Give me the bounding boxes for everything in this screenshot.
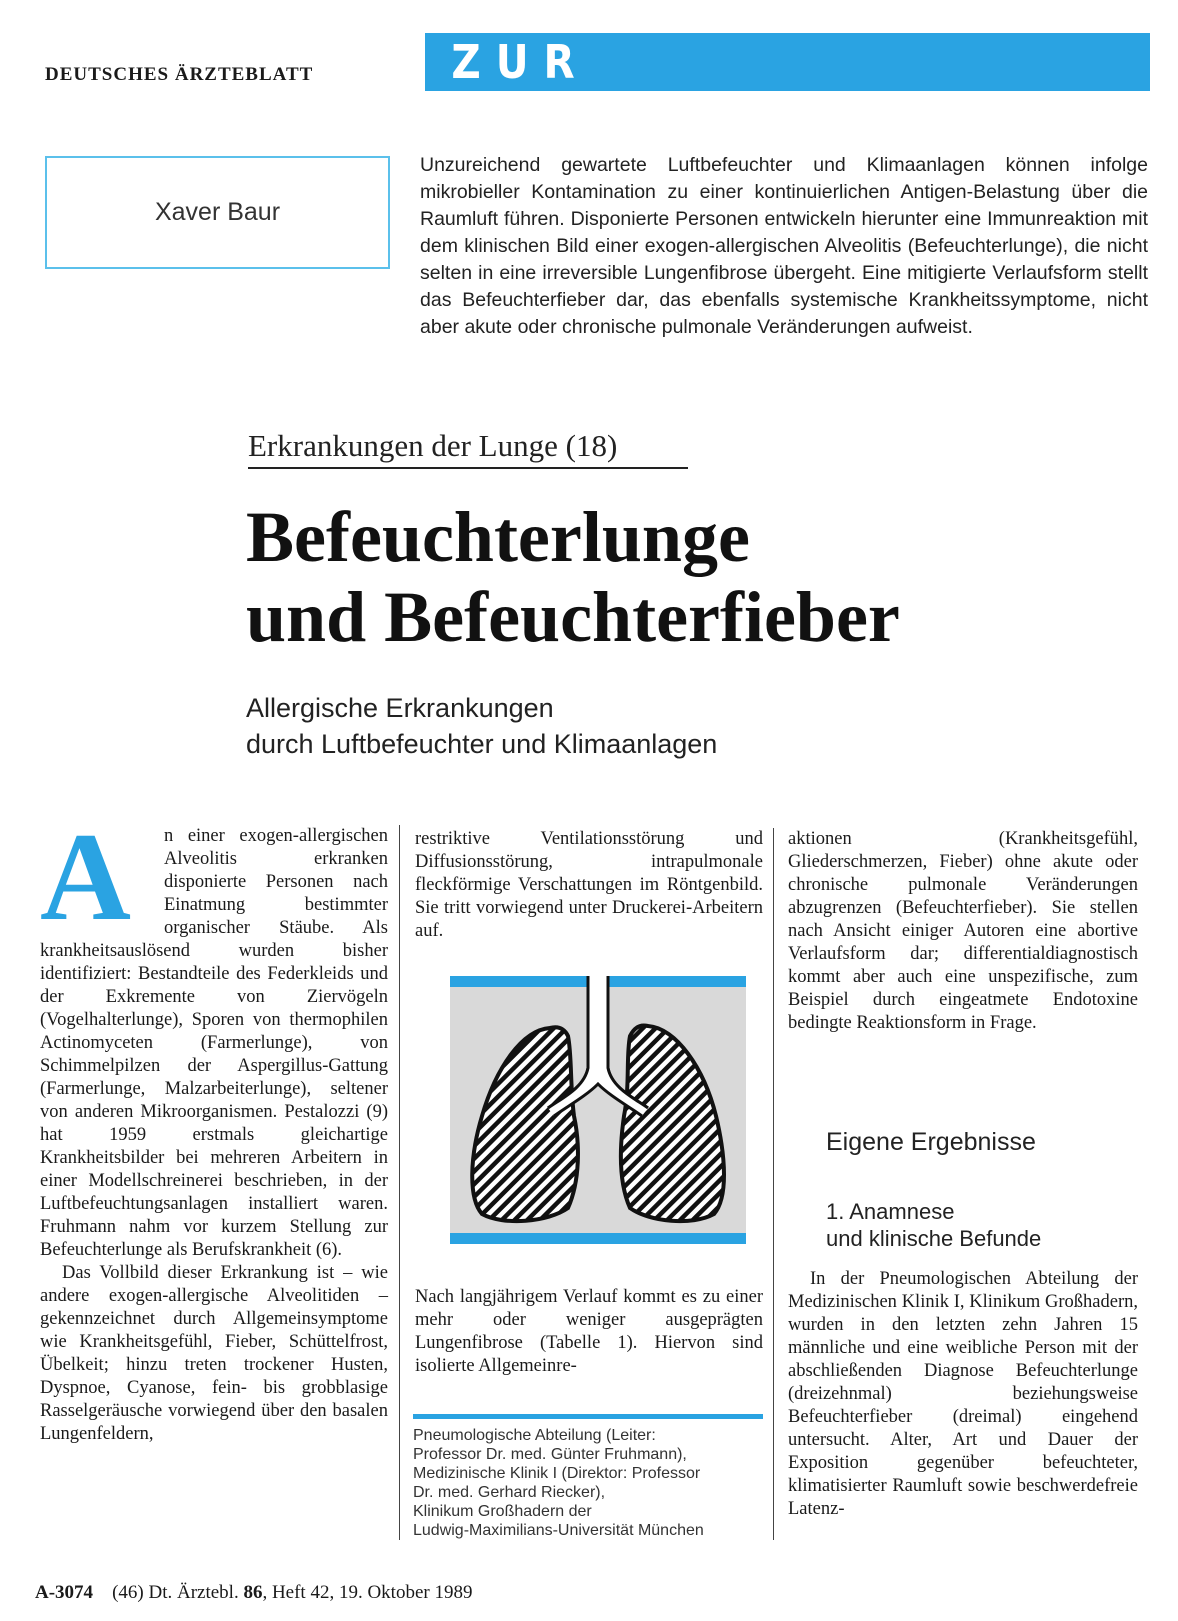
journal-name: DEUTSCHES ÄRZTEBLATT [45, 64, 314, 85]
volume-number: 86 [243, 1582, 263, 1603]
body-column-3-top [788, 828, 1138, 1035]
body-column-1 [40, 825, 388, 1446]
affiliation-note [413, 1426, 763, 1540]
affiliation-line: Professor Dr. med. Günter Fruhmann), [413, 1446, 687, 1463]
body-column-3-bottom [788, 1268, 1138, 1521]
subsection-heading-anamnese [826, 1198, 1041, 1252]
author-box [45, 156, 390, 269]
column-divider-1 [399, 825, 400, 1540]
lungs-figure-icon [450, 976, 746, 1244]
lead-paragraph: Unzureichend gewartete Luftbefeuchter und Klimaanlagen können infolge mikrobieller Kontamination zu einer kontinuierlichen Antigen-Belastung über die Raumluft führen. Disponierte Personen entwickeln hierunter eine Immunreaktion mit dem klinischen Bild einer exogen-allergischen Alveolitis (Befeuchterlunge), die nicht selten in eine irreversible Lungenfibrose übergeht. Eine mitigierte Verlaufsform stellt das Befeuchterfieber dar, das ebenfalls systemische Krankheitssymptome, nicht aber akute oder chronische pulmonale Veränderungen aufweist. [420, 154, 1148, 338]
citation-prefix: (46) Dt. Ärztebl. [112, 1582, 239, 1603]
affiliation-divider [413, 1414, 763, 1419]
title-line-1: Befeuchterlunge [246, 497, 750, 577]
body-column-2-bottom [415, 1286, 763, 1378]
article-subtitle [246, 690, 717, 762]
section-heading-results: Eigene Ergebnisse [826, 1128, 1036, 1156]
subsection-heading-line-2: und klinische Befunde [826, 1226, 1042, 1251]
series-kicker: Erkrankungen der Lunge (18) [248, 428, 618, 463]
title-line-2: und Befeuchterfieber [246, 577, 900, 657]
body-paragraph-5: aktionen (Krankheitsgefühl, Gliederschmerzen, Fieber) ohne akute oder chronische pulmonale Veränderungen abzugrenzen (Befeuchterfieber). Sie stellen nach Ansicht einiger Autoren eine abortive Verlaufsform dar; differentialdiagnostisch kommt aber auch eine unspezifische, zum Beispiel durch eingeatmete Endotoxine bedingte Reaktionsform in Frage. [788, 829, 1138, 1033]
column-divider-2 [773, 828, 774, 1540]
subsection-heading-line-1: 1. Anamnese [826, 1199, 955, 1224]
body-paragraph-1: n einer exogen-allergischen Alveolitis erkranken disponierte Personen nach Einatmung bestimmter organischer Stäube. Als krankheitsauslösend wurden bisher identifiziert: Bestandteile des Federkleids und der Exkremente von Ziervögeln (Vogelhalterlunge), Sporen von thermophilen Actinomyceten (Farmerlunge), von Schimmelpilzen der Aspergillus-Gattung (Farmerlunge, Malzarbeiterlunge), seltener von anderen Mikroorganismen. Pestalozzi (9) hat 1959 erstmals gleichartige Krankheitsbilder bei mehreren Arbeitern in einer Modellschreinerei beschrieben, in der Luftbefeuchtungsanlagen installiert waren. Fruhmann nahm vor kurzem Stellung zur Befeuchterlunge als Berufskrankheit (6). [40, 826, 388, 1260]
body-paragraph-2: Das Vollbild dieser Erkrankung ist – wie andere exogen-allergische Alveolitiden – gekennzeichnet durch Allgemeinsymptome wie Krankheitsgefühl, Fieber, Schüttelfrost, Übelkeit; hinzu treten trockener Husten, Dyspnoe, Cyanose, fein- bis grobblasige Rasselgeräusche vorwiegend über den basalen Lungenfeldern, [40, 1263, 388, 1444]
article-title [246, 497, 900, 657]
dropcap-a-icon [40, 827, 158, 922]
kicker-underline [248, 467, 688, 469]
affiliation-line: Pneumologische Abteilung (Leiter: [413, 1427, 656, 1444]
author-name: Xaver Baur [154, 198, 281, 226]
body-paragraph-3: restriktive Ventilationsstörung und Diffusionsstörung, intrapulmonale fleckförmige Verschattungen im Röntgenbild. Sie tritt vorwiegend unter Druckerei-Arbeitern auf. [415, 829, 763, 941]
body-paragraph-6: In der Pneumologischen Abteilung der Medizinischen Klinik I, Klinikum Großhadern, wurden in den letzten zehn Jahren 15 männliche und eine weibliche Person mit der abschließenden Diagnose Befeuchterlunge (dreizehnmal) beziehungsweise Befeuchterfieber (dreimal) eingehend untersucht. Alter, Art und Dauer der Exposition gegenüber befeuchteter, klimatisierter Raumluft sowie beschwerdefreie Latenz- [788, 1269, 1138, 1519]
subtitle-line-1: Allergische Erkrankungen [246, 693, 554, 723]
page-code: A-3074 [35, 1582, 94, 1603]
body-column-2-top [415, 828, 763, 943]
affiliation-line: Dr. med. Gerhard Riecker), [413, 1484, 606, 1501]
section-banner [425, 33, 1150, 147]
dropcap-letter: A [40, 827, 131, 922]
affiliation-line: Klinikum Großhadern der [413, 1503, 592, 1520]
page-footer [35, 1582, 472, 1604]
section-banner-label: ZUR FORTBILDUNG [451, 35, 941, 147]
subtitle-line-2: durch Luftbefeuchter und Klimaanlagen [246, 729, 718, 759]
affiliation-line: Ludwig-Maximilians-Universität München [413, 1522, 704, 1539]
citation-suffix: , Heft 42, 19. Oktober 1989 [262, 1582, 473, 1603]
body-paragraph-4: Nach langjährigem Verlauf kommt es zu einer mehr oder weniger ausgeprägten Lungenfibrose (Tabelle 1). Hiervon sind isolierte Allgemeinre- [415, 1287, 763, 1376]
affiliation-line: Medizinische Klinik I (Direktor: Professor [413, 1465, 701, 1482]
